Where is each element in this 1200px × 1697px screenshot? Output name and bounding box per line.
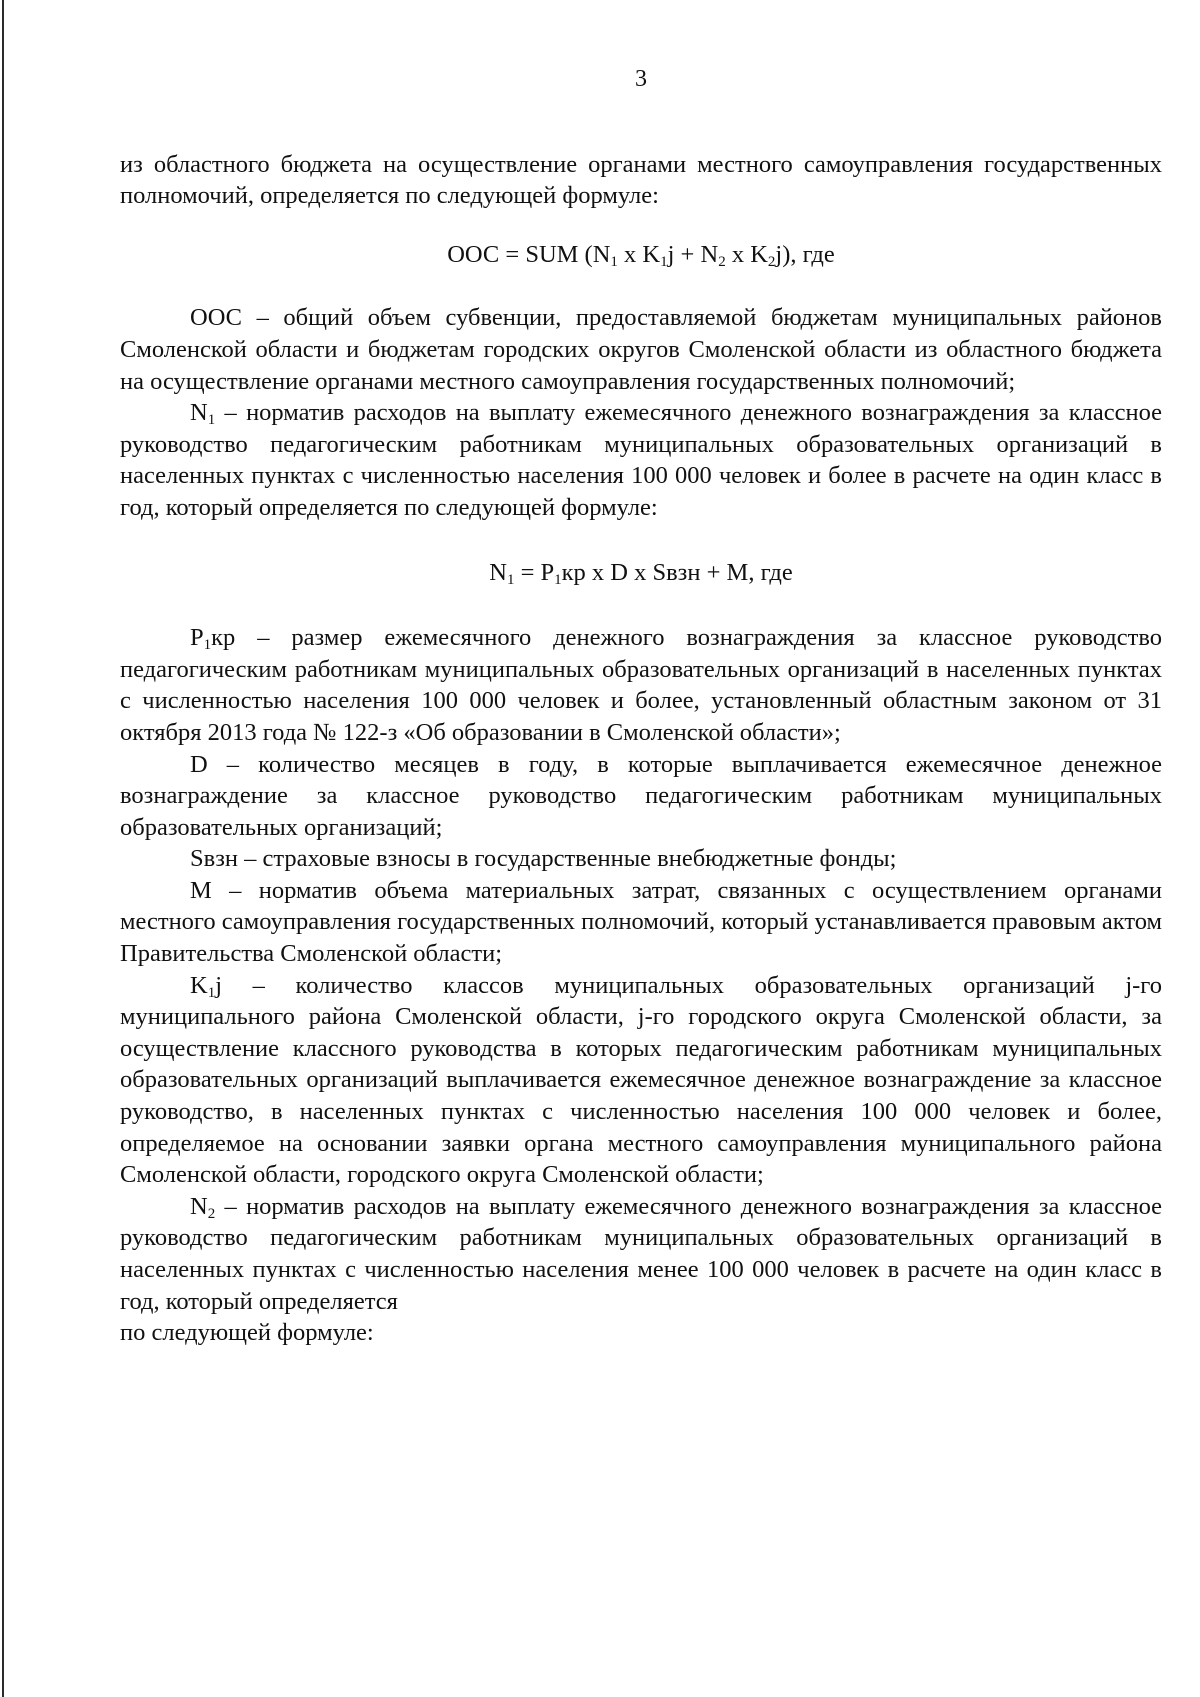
paragraph-d-definition: D – количество месяцев в году, в которые выплачивается ежемесячное денежное вознаграждение за классное руководство педагогическим работникам муниципальных образовательных организаций; <box>120 750 1162 841</box>
intro-paragraph: из областного бюджета на осуществление органами местного самоуправления государственных полномочий, определяется по следующей формуле: <box>120 150 1162 210</box>
paragraph-p1kr-definition: $P_1кр$ – размер ежемесячного денежного вознаграждения за классное руководство педагогическим работникам муниципальных образовательных организаций в населенных пунктах с численностью населения 100 000 человек и более, установленный областным законом от 31 октября 2013 года № 122-з «Об образовании в Смоленской области»; <box>120 624 1162 746</box>
page-number: 3 <box>635 66 647 92</box>
paragraph-svzn-definition: Sвзн – страховые взносы в государственные внебюджетные фонды; <box>190 845 897 873</box>
paragraph-k1j-definition: $K_1j$ – количество классов муниципальных образовательных организаций j-го муниципального района Смоленской области, j-го городского округа Смоленской области, за осуществление классного руководства в которых педагогическим работникам муниципальных образовательных организаций выплачивается ежемесячное денежное вознаграждение за классное руководство, в населенных пунктах с численностью населения 100 000 человек и более, определяемое на основании заявки органа местного самоуправления муниципального района Смоленской области, городского округа Смоленской области; <box>120 971 1162 1189</box>
paragraph-n2-last-line: по следующей формуле: <box>120 1319 374 1347</box>
formula-oos: ООС = SUM ($N_1$ x $K_1j + N_2$ x $K_2j$), где <box>447 240 835 270</box>
formula-n1: $N_1 = P_1кр$ x D x Sвзн + M, где <box>489 558 793 588</box>
paragraph-n1-definition: $N_1$ – норматив расходов на выплату ежемесячного денежного вознаграждения за классное руководство педагогическим работникам муниципальных образовательных организаций в населенных пунктах с численностью населения 100 000 человек и более в расчете на один класс в год, который определяется по следующей формуле: <box>120 399 1162 521</box>
document-page <box>120 64 1162 1349</box>
paragraph-oos-definition: ООС – общий объем субвенции, предоставляемой бюджетам муниципальных районов Смоленской области и бюджетам городских округов Смоленской области из областного бюджета на осуществление органами местного самоуправления государственных полномочий; <box>120 304 1162 395</box>
paragraph-m-definition: M – норматив объема материальных затрат, связанных с осуществлением органами местного самоуправления государственных полномочий, который устанавливается правовым актом Правительства Смоленской области; <box>120 876 1162 968</box>
scan-edge-line <box>2 0 4 1697</box>
paragraph-n2-definition: $N_2$ – норматив расходов на выплату ежемесячного денежного вознаграждения за классное руководство педагогическим работникам муниципальных образовательных организаций в населенных пунктах с численностью населения менее 100 000 человек в расчете на один класс в год, который определяется <box>120 1192 1162 1315</box>
